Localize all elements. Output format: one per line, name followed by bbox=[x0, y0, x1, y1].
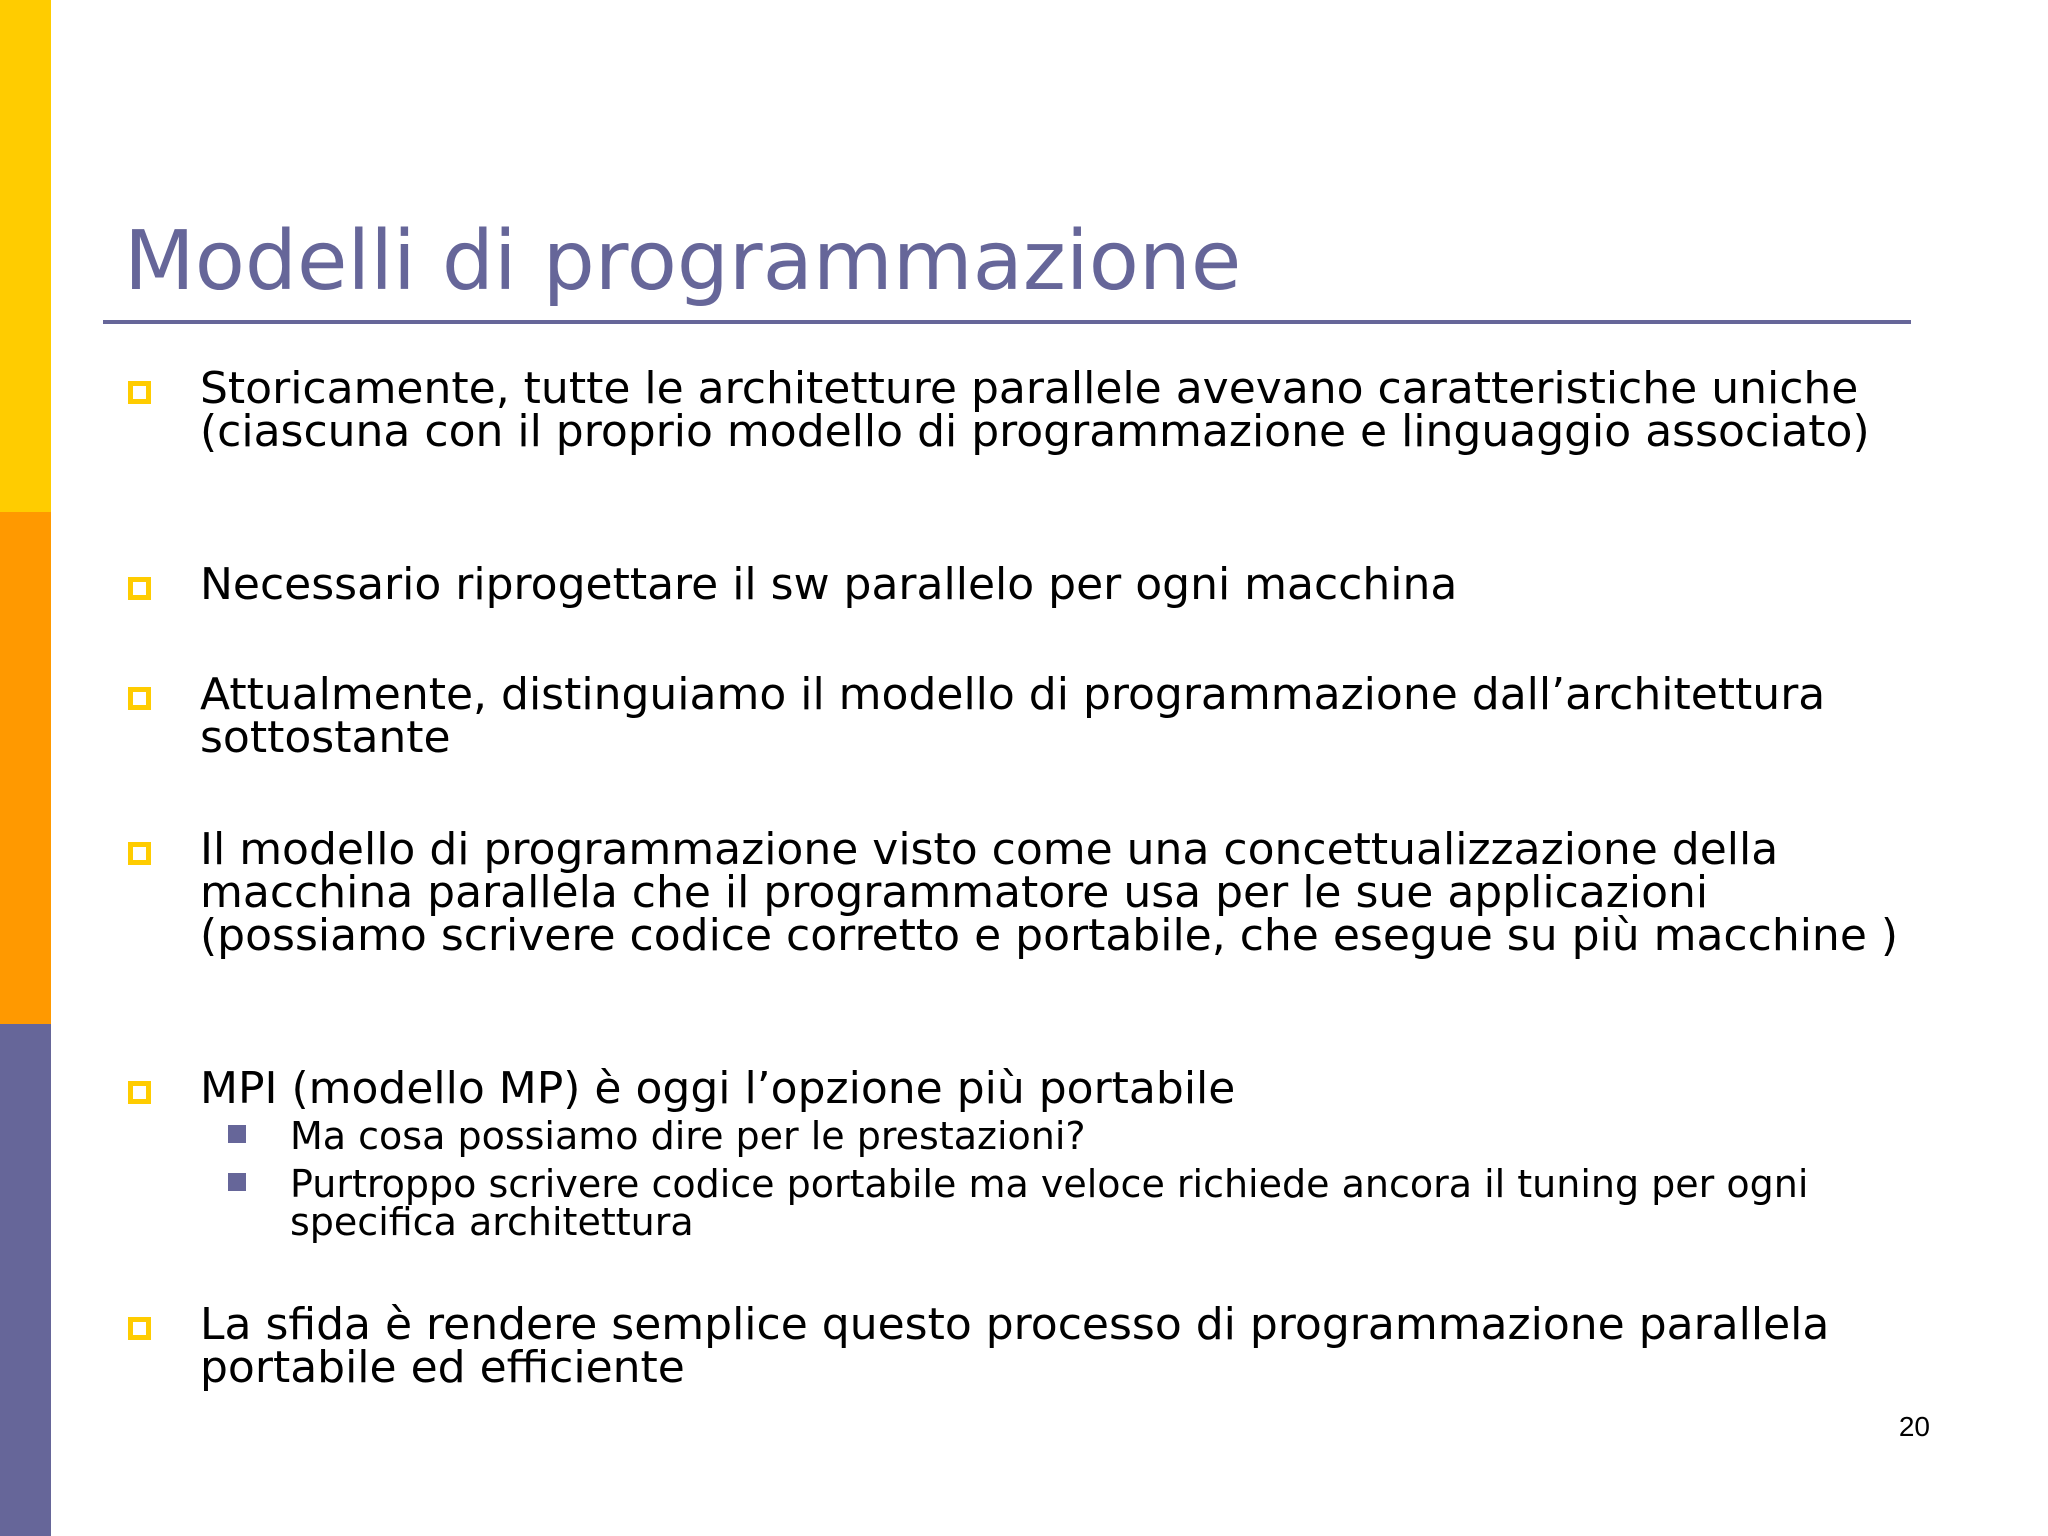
hollow-square-bullet-icon bbox=[128, 687, 151, 710]
filled-square-bullet-icon bbox=[228, 1125, 246, 1143]
bullet-text: MPI (modello MP) è oggi l’opzione più portabile bbox=[200, 1063, 1236, 1114]
side-bar-orange bbox=[0, 512, 51, 1024]
bullet-text: Storicamente, tutte le architetture parallele avevano caratteristiche uniche (ciascuna con il proprio modello di programmazione e linguaggio associato) bbox=[200, 363, 1870, 457]
bullet-text: Il modello di programmazione visto come una concettualizzazione della macchina parallela che il programmatore usa per le sue applicazioni (possiamo scrivere codice corretto e portabile, che esegue su più macchine ) bbox=[200, 824, 1899, 961]
page-number: 20 bbox=[1898, 1411, 1930, 1442]
sub-bullet-list bbox=[0, 1114, 2048, 1244]
side-bar-yellow bbox=[0, 0, 51, 512]
side-bar-purple bbox=[0, 1024, 51, 1536]
sub-bullet-item-2 bbox=[0, 1162, 2048, 1244]
title-underline bbox=[103, 320, 1911, 324]
sub-bullet-text: Purtroppo scrivere codice portabile ma veloce richiede ancora il tuning per ogni specifica architettura bbox=[290, 1162, 1809, 1244]
sub-bullet-item-1 bbox=[0, 1114, 2048, 1158]
hollow-square-bullet-icon bbox=[128, 577, 151, 600]
sub-bullet-text: Ma cosa possiamo dire per le prestazioni? bbox=[290, 1114, 1086, 1158]
bullet-text: La sfida è rendere semplice questo processo di programmazione parallela portabile ed efficiente bbox=[200, 1299, 1830, 1393]
hollow-square-bullet-icon bbox=[128, 1317, 151, 1340]
bullet-text: Necessario riprogettare il sw parallelo per ogni macchina bbox=[200, 559, 1458, 610]
hollow-square-bullet-icon bbox=[128, 842, 151, 865]
filled-square-bullet-icon bbox=[228, 1173, 246, 1191]
slide-title: Modelli di programmazione bbox=[124, 214, 1242, 309]
hollow-square-bullet-icon bbox=[128, 1081, 151, 1104]
bullet-text: Attualmente, distinguiamo il modello di programmazione dall’architettura sottostante bbox=[200, 669, 1826, 763]
hollow-square-bullet-icon bbox=[128, 381, 151, 404]
